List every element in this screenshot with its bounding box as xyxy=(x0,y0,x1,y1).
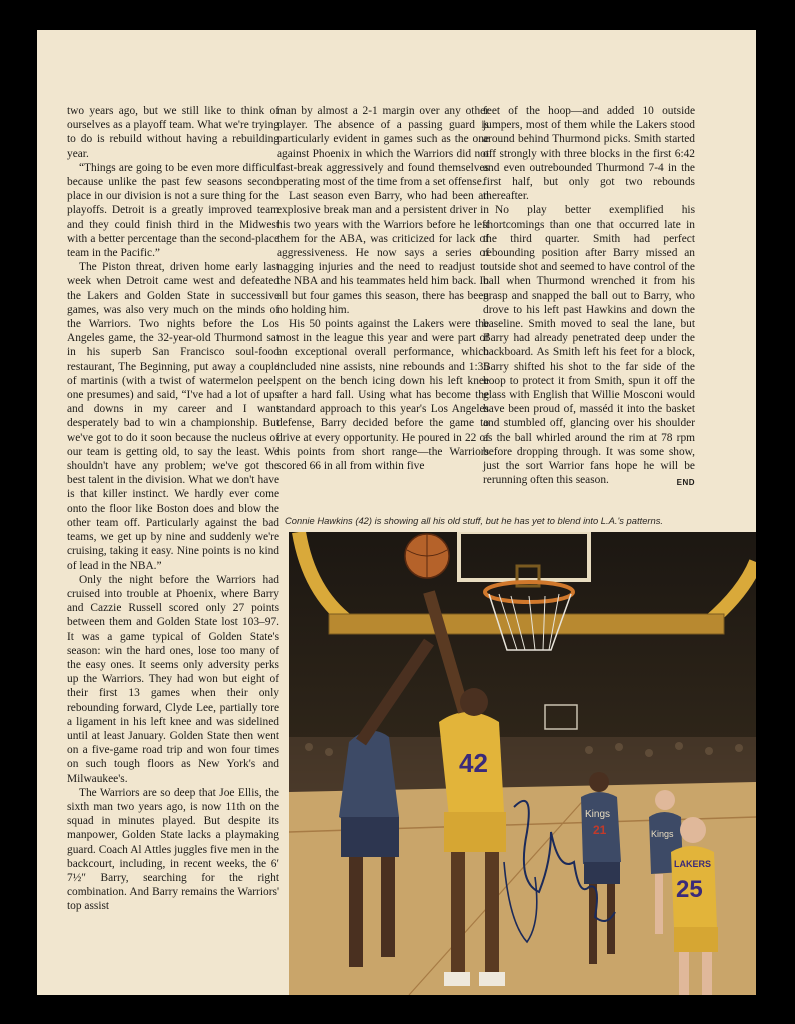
article-column-1 xyxy=(67,104,279,914)
magazine-page xyxy=(37,30,756,995)
article-paragraph: Last season even Barry, who had been an explosive break man and a persistent driver in his two years with the Warriors before he left them for the ABA, was criticized for lack of aggressiveness. He now says a series of nagging injuries and the need to readjust to the NBA and his teammates held him back. In all but four games this season, there has been no holding him. xyxy=(277,190,489,316)
article-column-3 xyxy=(483,104,695,490)
article-paragraph: The Warriors are so deep that Joe Ellis, the sixth man two years ago, is now 11th on the squad in minutes played. But despite its manpower, Golden State lacks a playmaking guard. Coach Al Attles juggles five men in the backcourt, including, in recent weeks, the 6′ 7½″ Barry, searching for the right combination. And Barry remains the Warriors' top assist xyxy=(67,786,279,913)
article-paragraph: two years ago, but we still like to think of ourselves as a playoff team. What we're trying to do is rebuild without having a rebuilding year. xyxy=(67,105,279,160)
article-paragraph: Only the night before the Warriors had cruised into trouble at Phoenix, where Barry and Cazzie Russell scored only 27 points between them and Golden State lost 103–97. It was a game typical of Golden State's season: win the hard ones, lose too many of the easy ones. It seems only adversity perks up the Warriors. They had won but eight of their first 13 games when their only rebounding forward, Clyde Lee, partially tore a ligament in his left knee and was sidelined until at least January. Golden State then went on a five-game road trip and won four times on such tough floors as New York's and Milwaukee's. xyxy=(67,573,279,785)
photo-caption: Connie Hawkins (42) is showing all his old stuff, but he has yet to blend into L.A.'s patterns. xyxy=(285,515,664,526)
basketball-photo xyxy=(289,532,756,995)
article-column-2 xyxy=(277,104,489,473)
hawkins-jersey-number: 42 xyxy=(459,748,488,778)
article-paragraph: feet of the hoop—and added 10 outside jumpers, most of them while the Lakers stood around behind Thurmond picks. Smith started off strongly with three blocks in the first 6:42 and even outrebounded Thurmond 7-4 in the first half, but only got two rebounds thereafter. xyxy=(483,105,695,203)
photo-illustration xyxy=(289,532,756,995)
article-paragraph: “Things are going to be even more difficult because unlike the past few seasons second place in our division is not a sure thing for the playoffs. Detroit is a greatly improved team and they could finish third in the Midwest with a better percentage than the second-place team in the Pacific.” xyxy=(67,161,279,260)
lakers-jersey-number: 25 xyxy=(676,876,703,903)
end-mark: END xyxy=(676,478,695,488)
article-paragraph: The Piston threat, driven home early last week when Detroit came west and defeated the Lakers and Golden State in successive games, was also very much on the minds of the Warriors. Two nights before the Los Angeles game, the 32-year-old Thurmond sat in his superb San Francisco soul-food restaurant, The Beginning, put away a couple of martinis (with a twist of watermelon peel, one presumes) and said, “I've had a lot of ups and downs in my career and I want desperately bad to win a championship. But we've got to do it soon because the nucleus of our team is getting old, to say the least. We shouldn't have any problem; we've got the best talent in the division. What we don't have is that killer instinct. We hardly ever come onto the floor like Boston does and blow the other team off. Particularly against the bad teams, we get up by nine and suddenly we're cruising, taking it easy. Nine points is no kind of lead in the NBA.” xyxy=(67,261,279,572)
kings-jersey-number: 21 xyxy=(593,823,607,837)
kings-jersey-text-2: Kings xyxy=(651,829,674,839)
article-paragraph: man by almost a 2-1 margin over any other player. The absence of a passing guard is particularly evident in games such as the one against Phoenix in which the Warriors did not fast-break aggressively and found themselves operating most of the time from a set offense. xyxy=(277,105,489,189)
kings-jersey-text: Kings xyxy=(585,809,611,820)
article-paragraph: No play better exemplified his shortcomings than one that occurred late in the third quarter. Smith had perfect rebounding position after Barry missed an outside shot and seemed to have control of the ball when Thurmond wrenched it from his grasp and snapped the ball out to Barry, who drove to his left past Hawkins and down the baseline. Smith moved to seal the lane, but Barry had already penetrated deep under the backboard. As Smith left his feet for a block, Barry shifted his shot to the far side of the hoop to protect it from Smith, spun it off the glass with English that Willie Mosconi would have been proud of, masséd it into the basket and stumbled off, glancing over his shoulder as the ball whirled around the rim at 78 rpm before dropping through. It was some show, just the sort Warrior fans hope he will be rerunning often this season. END xyxy=(483,203,695,487)
article-paragraph: His 50 points against the Lakers were the most in the league this year and were part of an exceptional overall performance, which included nine assists, nine rebounds and 1:35 spent on the bench icing down his left knee after a hard fall. Using what has become the standard approach to this year's Los Angeles defense, Barry decided before the game to drive at every opportunity. He poured in 22 of his points from short range—the Warriors scored 66 in all from within five xyxy=(277,318,489,473)
lakers-jersey-text: LAKERS xyxy=(674,859,712,869)
